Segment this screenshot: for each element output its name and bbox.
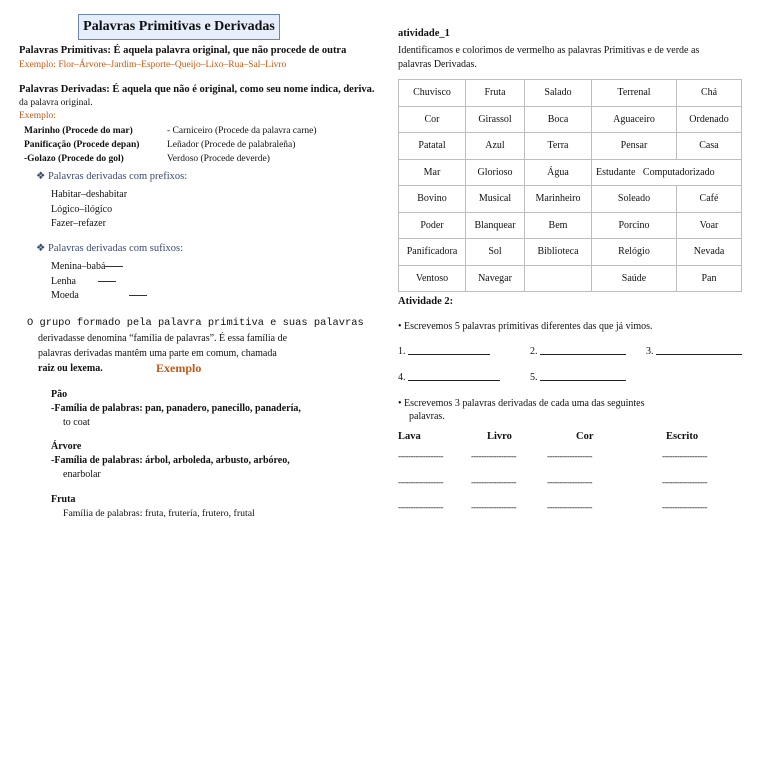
answer-dots[interactable]: ------------------	[662, 451, 707, 461]
atividade1-instructions: Identificamos e colorimos de vermelho as palavras Primitivas e de verde as palavras Derivadas.	[398, 45, 700, 70]
blank-number: 4.	[398, 372, 406, 383]
familia-line: Família de palabras: fruta, frutería, frutero, frutal	[63, 508, 255, 519]
words-table	[398, 79, 742, 292]
table-cell: Ventoso	[399, 265, 466, 292]
answer-dots[interactable]: ------------------	[662, 502, 707, 512]
table-row	[399, 212, 742, 239]
list-item	[51, 260, 171, 275]
blank-number: 5.	[530, 372, 538, 383]
answer-dots[interactable]: ------------------	[547, 477, 592, 487]
familia-word: Fruta	[51, 494, 76, 505]
table-cell: Girassol	[466, 106, 525, 133]
primitivas-text: É aquela palavra original, que não procede de outra	[113, 45, 347, 56]
answer-dots[interactable]: ------------------	[471, 502, 516, 512]
familia-line: enarbolar	[63, 469, 101, 480]
answer-line[interactable]	[408, 354, 490, 355]
table-cell: Bovino	[399, 186, 466, 213]
table-cell: Mar	[399, 159, 466, 186]
answer-dots[interactable]: ------------------	[547, 451, 592, 461]
list-item	[51, 275, 171, 290]
table-cell: Patatal	[399, 133, 466, 160]
grupo-line2: derivadasse denomina “família de palavras”. É essa família de	[38, 333, 288, 344]
example-left: Marinho (Procede do mar)	[24, 126, 133, 136]
derivadas-examples	[24, 124, 384, 166]
table-cell: Glorioso	[466, 159, 525, 186]
example-right: Verdoso (Procede deverde)	[167, 154, 270, 164]
example-right: - Carniceiro (Procede da palavra carne)	[167, 126, 317, 136]
table-row	[399, 133, 742, 160]
table-cell: Café	[677, 186, 742, 213]
grupo-line3: palavras derivadas mantêm uma parte em comum, chamada	[38, 348, 277, 359]
primitivas-definition	[19, 45, 379, 56]
table-row	[399, 80, 742, 107]
underline	[129, 295, 147, 296]
item2-line2: palavras.	[409, 411, 445, 422]
table-cell: Blanquear	[466, 212, 525, 239]
table-cell: Aguaceiro	[592, 106, 677, 133]
table-cell: Marinheiro	[525, 186, 592, 213]
familia-line: -Família de palabras: árbol, arboleda, arbusto, arbóreo,	[51, 455, 290, 466]
table-cell: Água	[525, 159, 592, 186]
grupo-line4: raiz ou lexema.	[38, 363, 103, 374]
table-cell: Panificadora	[399, 239, 466, 266]
familia-fruta	[51, 493, 371, 521]
column-cor: Cor	[576, 431, 594, 442]
table-cell: Terrenal	[592, 80, 677, 107]
answer-line[interactable]	[656, 354, 742, 355]
sufixos-heading: ❖ Palavras derivadas com sufixos:	[36, 243, 184, 254]
table-cell: Boca	[525, 106, 592, 133]
table-cell: Saúde	[592, 265, 677, 292]
atividade2-item1: • Escrevemos 5 palavras primitivas diferentes das que já vimos.	[398, 321, 653, 332]
table-cell: Estudante Computadorizado	[592, 159, 742, 186]
atividade2-item2	[398, 397, 644, 423]
table-cell: Chuvisco	[399, 80, 466, 107]
blank-3[interactable]	[646, 346, 742, 357]
familia-arvore	[51, 440, 353, 482]
table-cell: Biblioteca	[525, 239, 592, 266]
list-item	[51, 289, 171, 304]
table-cell: Terra	[525, 133, 592, 160]
table-row	[399, 159, 742, 186]
list-item-text: Menina–babá	[51, 261, 106, 272]
blank-number: 1.	[398, 346, 406, 357]
answer-dots[interactable]: ------------------	[398, 502, 443, 512]
exemplo-heading: Exemplo	[156, 361, 202, 375]
answer-line[interactable]	[540, 354, 626, 355]
answer-dots[interactable]: ------------------	[547, 502, 592, 512]
underline	[105, 266, 123, 267]
blank-5[interactable]	[530, 372, 626, 383]
grupo-line1: O grupo formado pela palavra primitiva e suas palavras	[27, 317, 364, 329]
primitivas-label: Palavras Primitivas:	[19, 45, 111, 56]
list-item-text: Lenha	[51, 275, 76, 287]
blank-4[interactable]	[398, 372, 500, 383]
item2-line1: • Escrevemos 3 palavras derivadas de cada uma das seguintes	[398, 398, 645, 409]
page-title: Palavras Primitivas e Derivadas	[78, 14, 280, 40]
answer-dots[interactable]: ------------------	[398, 477, 443, 487]
answer-dots[interactable]: ------------------	[471, 451, 516, 461]
derivadas-text: É aquela que não é original, como seu nome indica, deriva.	[112, 84, 375, 95]
prefixos-heading: ❖ Palavras derivadas com prefixos:	[36, 171, 188, 182]
table-cell: Fruta	[466, 80, 525, 107]
table-cell: Musical	[466, 186, 525, 213]
derivadas-example-label: Exemplo:	[19, 111, 56, 121]
example-row	[24, 124, 384, 138]
table-cell: Sol	[466, 239, 525, 266]
blank-1[interactable]	[398, 346, 490, 357]
familia-line: -Família de palabras: pan, panadero, panecillo, panadería,	[51, 403, 301, 414]
answer-line[interactable]	[408, 380, 500, 381]
underline	[98, 281, 116, 282]
familia-pao	[51, 388, 365, 430]
example-right: Leñador (Procede de palabraleña)	[167, 140, 296, 150]
answer-line[interactable]	[540, 380, 626, 381]
familia-word: Pão	[51, 389, 68, 400]
table-row	[399, 186, 742, 213]
primitivas-example: Exemplo: Flor–Árvore–Jardim–Esporte–Queijo–Lixo–Rua–Sal–Livro	[19, 60, 287, 70]
table-cell: Casa	[677, 133, 742, 160]
atividade2-heading: Atividade 2:	[398, 296, 454, 307]
derivadas-label: Palavras Derivadas:	[19, 84, 110, 95]
column-lava: Lava	[398, 431, 421, 442]
example-row	[24, 138, 384, 152]
table-cell: Nevada	[677, 239, 742, 266]
table-cell: Navegar	[466, 265, 525, 292]
answer-dots[interactable]: ------------------	[398, 451, 443, 461]
sufixos-list	[51, 260, 171, 304]
table-cell: Porcino	[592, 212, 677, 239]
column-escrito: Escrito	[666, 431, 699, 442]
table-cell: Soleado	[592, 186, 677, 213]
column-livro: Livro	[487, 431, 512, 442]
atividade1-heading: atividade_1	[398, 28, 450, 39]
table-cell: Pensar	[592, 133, 677, 160]
table-cell: Chá	[677, 80, 742, 107]
list-item: Lógico–ilógico	[51, 203, 113, 215]
table-cell: Voar	[677, 212, 742, 239]
table-cell: Relógio	[592, 239, 677, 266]
answer-dots[interactable]: ------------------	[662, 477, 707, 487]
table-row	[399, 106, 742, 133]
prefixos-list	[51, 188, 127, 232]
derivadas-definition-cont: da palavra original.	[19, 98, 93, 108]
example-row	[24, 152, 384, 166]
table-cell: Pan	[677, 265, 742, 292]
familia-word: Árvore	[51, 441, 82, 452]
blank-2[interactable]	[530, 346, 626, 357]
table-cell: Bem	[525, 212, 592, 239]
table-cell: Poder	[399, 212, 466, 239]
familia-line: to coat	[63, 417, 90, 428]
example-left: -Golazo (Procede do gol)	[24, 154, 124, 164]
table-cell	[525, 265, 592, 292]
derivadas-definition	[19, 84, 389, 95]
table-cell: Ordenado	[677, 106, 742, 133]
list-item-text: Moeda	[51, 290, 79, 301]
list-item: Habitar–deshabitar	[51, 189, 128, 200]
table-row	[399, 265, 742, 292]
example-left: Panificação (Procede depan)	[24, 140, 140, 150]
table-row	[399, 239, 742, 266]
blank-number: 3.	[646, 346, 654, 357]
blank-number: 2.	[530, 346, 538, 357]
table-cell: Azul	[466, 133, 525, 160]
table-cell: Cor	[399, 106, 466, 133]
table-cell: Salado	[525, 80, 592, 107]
list-item: Fazer–refazer	[51, 218, 106, 229]
answer-dots[interactable]: ------------------	[471, 477, 516, 487]
